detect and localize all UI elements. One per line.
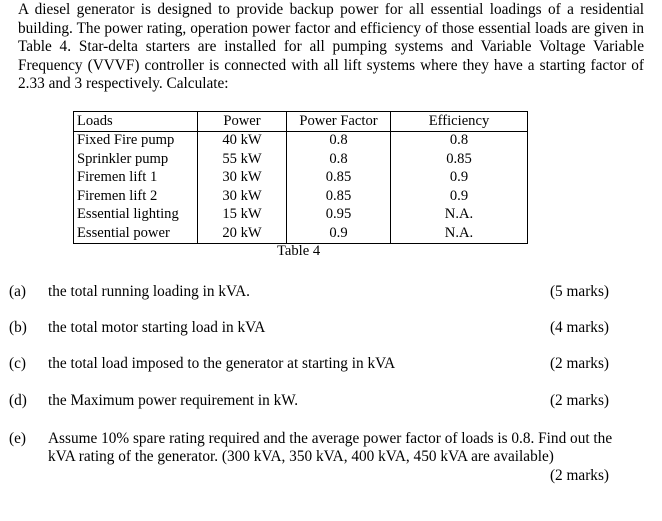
header-power-factor: Power Factor [287,112,391,132]
table-row [74,206,528,225]
question-text: the Maximum power requirement in kW. [48,392,299,409]
question-text: Assume 10% spare rating required and the average power factor of loads is 0.8. Find out the kVA rating of the generator. (300 kVA, 350 kVA, 400 kVA, 450 kVA are available) [48,430,613,466]
question-marks: (2 marks) [549,392,609,409]
question-label: (d) [9,392,27,409]
question-text: the total load imposed to the generator at starting in kVA [48,355,396,372]
loads-table [73,111,528,244]
cell-power: 40 kW [198,131,287,150]
cell-efficiency: 0.9 [391,169,528,188]
cell-power: 30 kW [198,169,287,188]
question-marks: (2 marks) [549,467,609,484]
question-text: the total motor starting load in kVA [48,319,266,336]
question-text: the total running loading in kVA. [48,283,250,300]
cell-efficiency: N.A. [391,206,528,225]
cell-power: 30 kW [198,187,287,206]
cell-power-factor: 0.95 [287,206,391,225]
cell-load: Firemen lift 1 [74,169,198,188]
question-label: (b) [9,319,27,336]
table-header-row [74,112,528,132]
header-efficiency: Efficiency [391,112,528,132]
table-caption: Table 4 [277,243,321,259]
cell-load: Fixed Fire pump [74,131,198,150]
header-loads: Loads [74,112,198,132]
cell-power-factor: 0.85 [287,187,391,206]
question-label: (e) [9,430,26,447]
cell-efficiency: 0.8 [391,131,528,150]
cell-power: 15 kW [198,206,287,225]
table-row [74,131,528,150]
cell-efficiency: 0.9 [391,187,528,206]
cell-power: 55 kW [198,150,287,169]
cell-power-factor: 0.9 [287,224,391,243]
table-row [74,224,528,243]
cell-load: Sprinkler pump [74,150,198,169]
table-row [74,169,528,188]
cell-load: Essential lighting [74,206,198,225]
header-power: Power [198,112,287,132]
question-label: (a) [9,283,26,300]
cell-load: Firemen lift 2 [74,187,198,206]
cell-efficiency: N.A. [391,224,528,243]
question-marks: (2 marks) [549,355,609,372]
cell-power-factor: 0.85 [287,169,391,188]
cell-load: Essential power [74,224,198,243]
question-label: (c) [9,355,26,372]
problem-intro: A diesel generator is designed to provide backup power for all essential loadings of a residential building. The power rating, operation power factor and efficiency of those essential loads are given in Table 4. Star-delta starters are installed for all pumping systems and Variable Voltage Variable Frequency (VVVF) controller is connected with all lift systems where they have a starting factor of 2.33 and 3 respectively. Calculate: [18,1,644,93]
question-marks: (4 marks) [549,319,609,336]
cell-power-factor: 0.8 [287,131,391,150]
table-row [74,187,528,206]
cell-power-factor: 0.8 [287,150,391,169]
cell-power: 20 kW [198,224,287,243]
cell-efficiency: 0.85 [391,150,528,169]
table-row [74,150,528,169]
question-marks: (5 marks) [549,283,609,300]
